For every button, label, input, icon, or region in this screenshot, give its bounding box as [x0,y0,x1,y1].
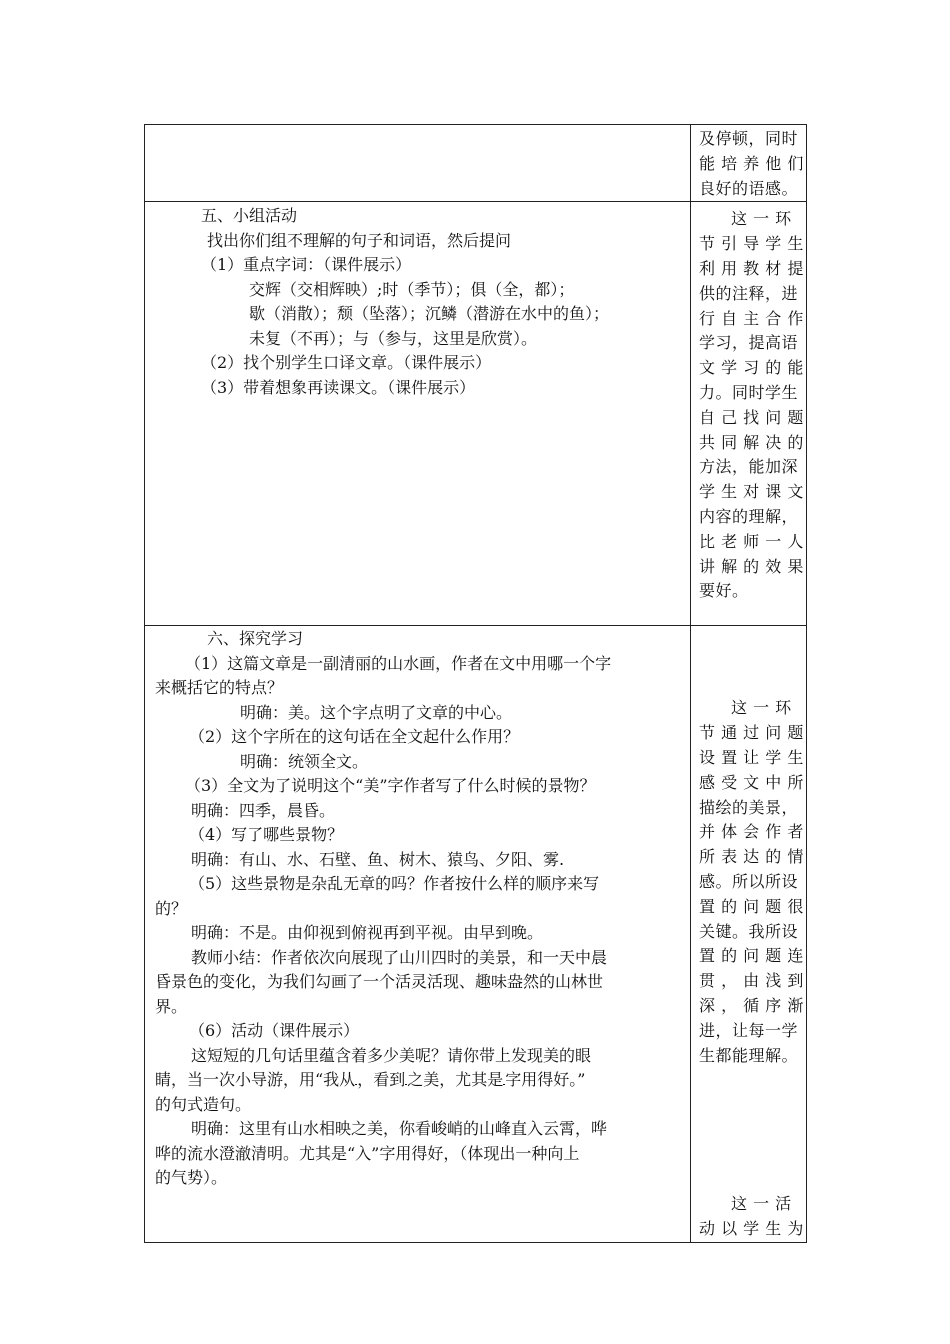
summary-line: 教师小结：作者依次向展现了山川四时的美景，和一天中晨 [191,947,608,967]
purpose-line: 这 一 环 [731,209,792,229]
list-item: （1）重点字词：（课件展示） [201,255,412,275]
purpose-line: 及停顿，同时 [699,129,799,148]
question-line: （6）活动（课件展示） [189,1021,360,1041]
purpose-line: 动 以 学 生 为 [699,1219,804,1239]
purpose-line: 并 体 会 作 者 [699,822,804,842]
table-row [145,626,807,1243]
purpose-line: 进，让每一学 [699,1020,799,1040]
table-row [145,202,807,626]
section-heading: 五、小组活动 [201,206,298,226]
question-line: （4）写了哪些景物？ [189,825,344,845]
purpose-line: 描绘的美景， [699,797,799,817]
answer-line: 明确：有山、水、石壁、鱼、树木、猿鸟、夕阳、雾. [191,849,565,869]
purpose-line: 贯 ， 由 浅 到 [699,971,804,991]
activity-text: ，看到 [357,1070,406,1090]
purpose-line: 所 表 达 的 情 [699,847,804,867]
purpose-cell [691,202,807,626]
purpose-line: 学习，提高语 [699,333,799,353]
list-item: 交辉（交相辉映）;时（季节）；俱（全，都）； [249,279,575,299]
purpose-line: 讲 解 的 效 果 [699,556,804,576]
purpose-line: 学 生 对 课 文 [699,482,804,502]
answer-line: 明确：美。这个字点明了文章的中心。 [240,702,513,722]
purpose-line: 设 置 让 学 生 [699,747,804,767]
list-item: （2）找个别学生口译文章。（课件展示） [201,353,492,373]
purpose-line: 感 受 文 中 所 [699,772,804,792]
purpose-line: 这 一 活 [731,1194,792,1214]
purpose-line: 力。同时学生 [699,382,799,402]
paragraph-line: 找出你们组不理解的句子和词语，然后提问 [207,230,512,250]
group-activity-cell [145,202,691,626]
summary-line: 昏景色的变化，为我们勾画了一个活灵活现、趣味盎然的山林世 [155,972,604,992]
activity-cell [145,125,691,202]
activity-text: 之美，尤其是 [407,1070,504,1090]
table-row [145,125,807,202]
inquiry-learning-cell [145,626,691,1243]
list-item: 歇（消散）；颓（坠落）；沉鳞（潜游在水中的鱼）； [249,304,610,324]
list-item: （3）带着想象再读课文。（课件展示） [201,377,476,397]
question-line: （2）这个字所在的这句话在全文起什么作用？ [189,727,520,747]
purpose-cell [691,626,807,1243]
purpose-line: 供的注释，进 [699,283,799,303]
question-line: （5）这些景物是杂乱无章的吗？作者按什么样的顺序来写 [189,874,600,894]
activity-text: 睛，当一次小导游，用“我从 [155,1070,356,1090]
purpose-line: 行 自 主 合 作 [699,308,804,328]
purpose-line: 关键。我所设 [699,921,799,941]
purpose-line: 置 的 问 题 很 [699,896,804,916]
activity-line [145,1068,690,1093]
question-line: （1）这篇文章是一副清丽的山水画，作者在文中用哪一个字 [185,653,612,673]
purpose-line: 利 用 教 材 提 [699,258,804,278]
activity-text: 字用得好。” [505,1070,586,1090]
purpose-line: 感。所以所设 [699,871,799,891]
purpose-line: 共 同 解 决 的 [699,432,804,452]
lesson-plan-table [144,124,807,1243]
answer-line: 明确：不是。由仰视到俯视再到平视。由早到晚。 [191,923,544,943]
answer-line: 明确：统领全文。 [240,751,369,771]
answer-line: 哗的流水澄澈清明。尤其是“入”字用得好，（体现出一种向上 [155,1143,580,1163]
answer-line: 的气势）。 [155,1168,228,1188]
purpose-cell [691,125,807,202]
activity-line: 的句式造句。 [155,1094,252,1114]
purpose-line: 自 己 找 问 题 [699,407,804,427]
purpose-line: 内容的理解， [699,506,799,526]
purpose-line: 比 老 师 一 人 [699,531,804,551]
question-line: 来概括它的特点？ [155,678,284,698]
purpose-line: 生都能理解。 [699,1045,799,1065]
list-item: 未复（不再）；与（参与，这里是欣赏）。 [249,328,538,348]
purpose-line: 节 通 过 问 题 [699,723,804,743]
activity-line: 这短短的几句话里蕴含着多少美呢？请你带上发现美的眼 [191,1045,592,1065]
answer-line: 明确：四季，晨昏。 [191,800,336,820]
purpose-line: 节 引 导 学 生 [699,234,804,254]
purpose-line: 这 一 环 [731,698,792,718]
section-heading: 六、探究学习 [207,629,304,649]
purpose-line: 良好的语感。 [699,178,799,198]
summary-line: 界。 [155,996,188,1016]
purpose-line: 方法，能加深 [699,457,799,477]
purpose-line: 深 ， 循 序 渐 [699,995,804,1015]
answer-line: 明确：这里有山水相映之美，你看峻峭的山峰直入云霄，哗 [191,1119,608,1139]
spacer [691,1068,806,1192]
purpose-line: 能 培 养 他 们 [699,153,804,173]
question-line: （3）全文为了说明这个“美”字作者写了什么时候的景物？ [185,776,596,796]
purpose-line: 文 学 习 的 能 [699,358,804,378]
purpose-line: 置 的 问 题 连 [699,946,804,966]
question-line: 的？ [155,898,188,918]
purpose-line: 要好。 [699,581,749,601]
